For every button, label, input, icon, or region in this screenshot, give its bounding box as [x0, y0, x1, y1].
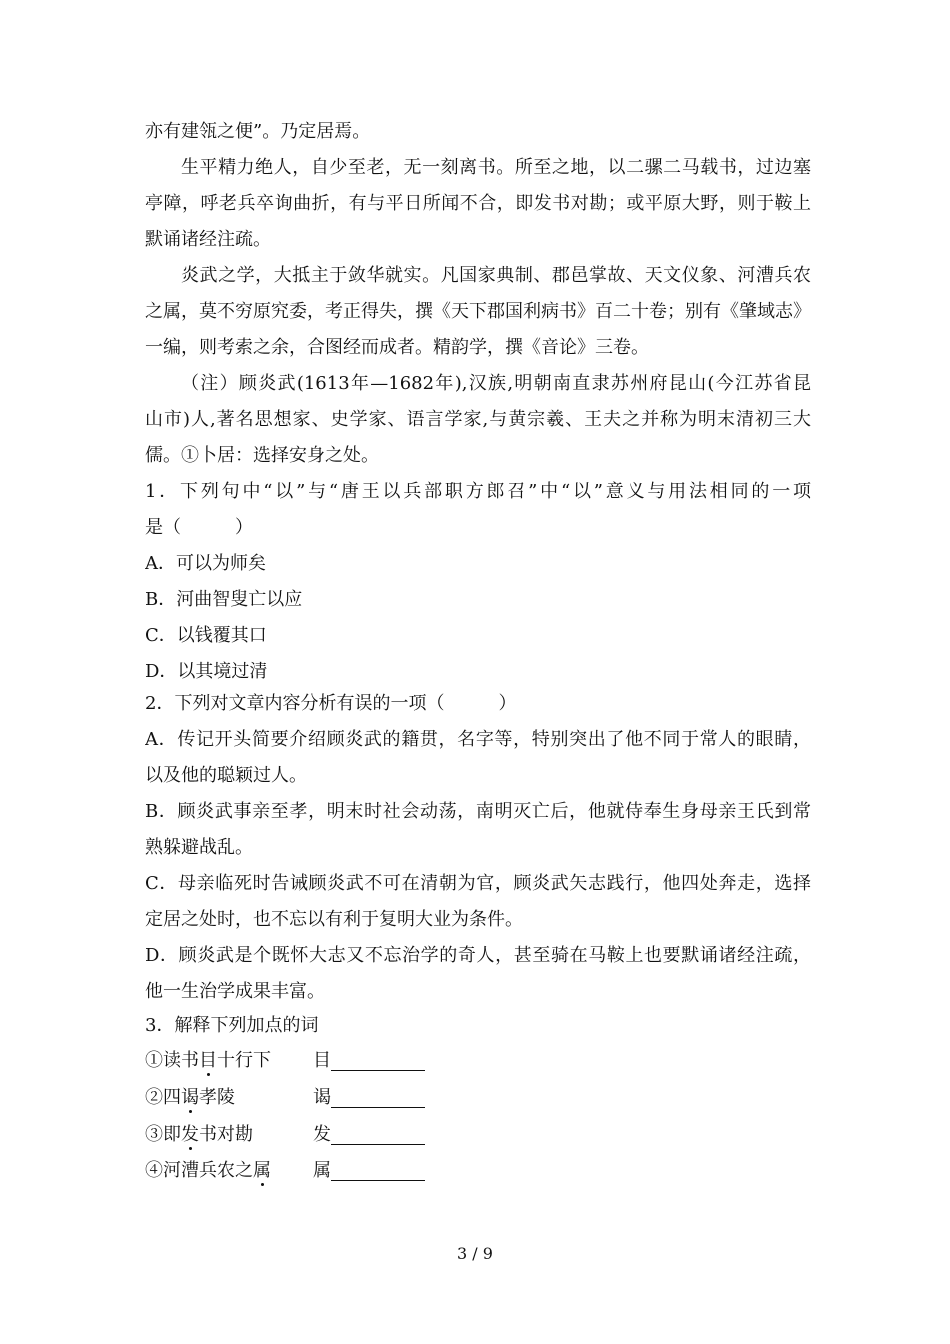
question-2-option-d: D．顾炎武是个既怀大志又不忘治学的奇人，甚至骑在马鞍上也要默诵诸经注疏，: [145, 945, 811, 966]
answer-blank[interactable]: [331, 1144, 425, 1145]
answer-key-char: 目: [313, 1050, 331, 1071]
emphasis-dot-char: 谒: [181, 1087, 199, 1108]
document-page: 亦有建瓴之便”。乃定居焉。 生平精力绝人，自少至老，无一刻离书。所至之地，以二骡二马载书，过边塞 亭障，呼老兵卒询曲折，有与平日所闻不合，即发书对勘；或平原大野，则于鞍上 默诵诸经注疏。 炎武之学，大抵主于敛华就实。凡国家典制、郡邑掌故、天文仪象、河漕兵农 之属，莫不穷原究委，考正得失，撰《天下郡国利病书》百二十卷；别有《肇域志》 一编，则考索之余，合图经而成者。精韵学，撰《音论》三卷。 （注）顾炎武(1613年—1682年),汉族,明朝南直隶苏州府昆山(今江苏省昆 山市)人,著名思想家、史学家、语言学家,与黄宗羲、王夫之并称为明末清初三大 儒。①卜居：选择安身之处。 1．下列句中“以”与“唐王以兵部职方郎召”中“以”意义与用法相同的一项 是（ ） A．可以为师矣 B．河曲智叟亡以应 C．以钱覆其口 D．以其境过清 2．下列对文章内容分析有误的一项（ ） A．传记开头简要介绍顾炎武的籍贯，名字等，特别突出了他不同于常人的眼睛， 以及他的聪颖过人。 B．顾炎武事亲至孝，明末时社会动荡，南明灭亡后，他就侍奉生身母亲王氏到常 熟躲避战乱。 C．母亲临死时告诫顾炎武不可在清朝为官，顾炎武矢志践行，他四处奔走，选择 定居之处时，也不忘以有利于复明大业为条件。 D．顾炎武是个既怀大志又不忘治学的奇人，甚至骑在马鞍上也要默诵诸经注疏， 他一生治学成果丰富。 3．解释下列加点的词 ①读书目十行下 目 ②四谒孝陵 谒 ③即发书对勘 发 ④河漕兵农之属 属 3 / 9: [0, 0, 950, 1344]
note-line: （注）顾炎武(1613年—1682年),汉族,明朝南直隶苏州府昆山(今江苏省昆: [181, 373, 811, 394]
answer-key-char: 属: [313, 1160, 331, 1181]
question-2-option-b: B．顾炎武事亲至孝，明末时社会动荡，南明灭亡后，他就侍奉生身母亲王氏到常: [145, 801, 811, 822]
answer-key-char: 谒: [313, 1087, 331, 1108]
question-3-stem: 3．解释下列加点的词: [145, 1015, 319, 1036]
passage-line: 生平精力绝人，自少至老，无一刻离书。所至之地，以二骡二马载书，过边塞: [181, 157, 811, 178]
question-2-option-a: A．传记开头简要介绍顾炎武的籍贯，名字等，特别突出了他不同于常人的眼睛，: [145, 729, 811, 750]
note-line: 山市)人,著名思想家、史学家、语言学家,与黄宗羲、王夫之并称为明末清初三大: [145, 409, 811, 430]
question-1-stem: 1．下列句中“以”与“唐王以兵部职方郎召”中“以”意义与用法相同的一项: [145, 481, 811, 502]
passage-line: 默诵诸经注疏。: [145, 229, 271, 250]
passage-line: 炎武之学，大抵主于敛华就实。凡国家典制、郡邑掌故、天文仪象、河漕兵农: [181, 265, 811, 286]
question-2-stem: 2．下列对文章内容分析有误的一项（ ）: [145, 693, 517, 714]
note-line: 儒。①卜居：选择安身之处。: [145, 445, 379, 466]
question-1-option-c: C．以钱覆其口: [145, 625, 267, 646]
emphasis-dot-char: 属: [253, 1160, 271, 1181]
emphasis-dot-char: 以: [382, 481, 404, 502]
passage-line: 一编，则考索之余，合图经而成者。精韵学，撰《音论》三卷。: [145, 337, 649, 358]
emphasis-dot-char: 发: [181, 1124, 199, 1145]
question-2-option-a-cont: 以及他的聪颖过人。: [145, 765, 307, 786]
question-2-option-b-cont: 熟躲避战乱。: [145, 837, 253, 858]
answer-blank[interactable]: [331, 1180, 425, 1181]
question-2-option-c: C．母亲临死时告诫顾炎武不可在清朝为官，顾炎武矢志践行，他四处奔走，选择: [145, 873, 811, 894]
question-1-option-b: B．河曲智叟亡以应: [145, 589, 303, 610]
passage-line: 亦有建瓴之便”。乃定居焉。: [145, 121, 371, 142]
question-1-stem-cont: 是（ ）: [145, 517, 253, 538]
question-1-option-d: D．以其境过清: [145, 661, 268, 682]
question-1-option-a: A．可以为师矣: [145, 553, 266, 574]
page-number: 3 / 9: [457, 1244, 493, 1263]
emphasis-dot-char: 目: [199, 1050, 217, 1071]
question-2-option-d-cont: 他一生治学成果丰富。: [145, 981, 325, 1002]
answer-key-char: 发: [313, 1124, 331, 1145]
passage-line: 之属，莫不穷原究委，考正得失，撰《天下郡国利病书》百二十卷；别有《肇域志》: [145, 301, 811, 322]
answer-blank[interactable]: [331, 1107, 425, 1108]
question-2-option-c-cont: 定居之处时，也不忘以有利于复明大业为条件。: [145, 909, 523, 930]
passage-line: 亭障，呼老兵卒询曲折，有与平日所闻不合，即发书对勘；或平原大野，则于鞍上: [145, 193, 811, 214]
answer-blank[interactable]: [331, 1070, 425, 1071]
